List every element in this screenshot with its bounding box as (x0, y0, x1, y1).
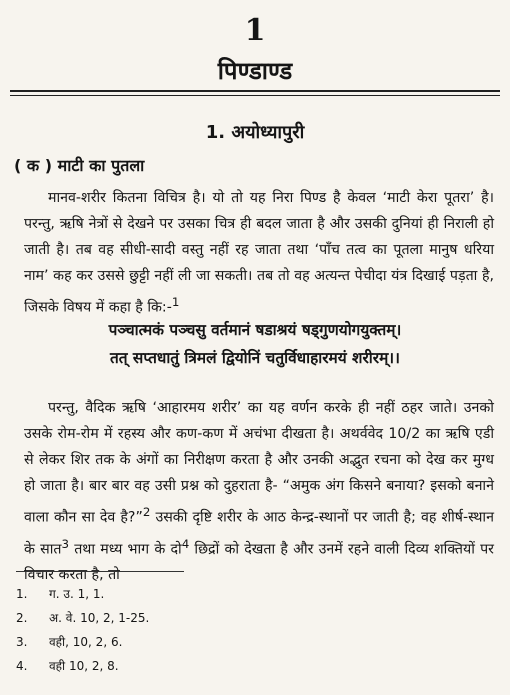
footnote-number: 3. (16, 635, 28, 649)
footnote-marker-3: 3 (61, 536, 69, 551)
footnote-text: वही, 10, 2, 6. (49, 635, 123, 649)
footnote-marker-2: 2 (142, 505, 151, 519)
footnote-number: 2. (16, 611, 28, 625)
footnote-item (16, 630, 149, 654)
paragraph-1-text: मानव-शरीर कितना विचित्र है। यो तो यह निरा पिण्ड है केवल ‘माटी केरा पूतरा’ है। परन्तु, ऋषि नेत्रों से देखने पर उसका चित्र ही बदल जाता है और उसकी दुनियां ही निराली हो जाती है। तब वह सीधी-सादी वस्तु नहीं रह जाता तथा ‘पाँच तत्व का पूतला मानुष धरिया नाम’ कह कर उससे छुट्टी नहीं ली जा सकती। तब तो वह अत्यन्त पेचीदा यंत्र दिखाई पड़ता है, जिसके विषय में कहा है कि:- (24, 190, 494, 316)
paragraph-1 (24, 185, 494, 321)
verse-line-2: तत् सप्तधातुं त्रिमलं द्वियोनिं चतुर्विधाहारमयं शरीरम्।। (110, 349, 400, 367)
footnotes-list (16, 582, 149, 678)
footnote-text: अ. वे. 10, 2, 1-25. (49, 611, 150, 625)
chapter-number: 1 (244, 13, 266, 48)
paragraph-2: परन्तु, वैदिक ऋषि ‘आहारमय शरीर’ का यह वर्णन करके ही नहीं ठहर जाते। उनको उसके रोम-रोम में रहस्य और कण-कण में अचंभा दीखता है। अथर्ववेद 10/2 का ऋषि एडी से लेकर शिर तक के अंगों का निरीक्षण करता है और उनकी अद्भुत रचना को देख कर मुग्ध हो जाता है। बार बार वह उसी प्रश्न को दुहराता है- “अमुक अंग किसने बनाया? इसको बनाने वाला कौन सा देव है?”$^2$ उसकी दृष्टि शरीर के आठ केन्द्र-स्थानों पर जाती है; वह शीर्ष-स्थान के सात$^3$ तथा मध्य भाग के दो$^4$ छिद्रों को देखता है और उनमें रहने वाली दिव्य शक्तियों पर विचार करता है, तो (24, 400, 494, 584)
verse-line-1: पञ्चात्मकं पञ्चसु वर्तमानं षडाश्रयं षड्गुणयोगयुक्तम्। (108, 321, 402, 339)
footnote-separator (16, 571, 184, 572)
footnote-number: 4. (16, 659, 28, 673)
footnote-item (16, 582, 149, 606)
footnote-marker-4: 4 (181, 536, 190, 551)
footnote-marker-1: 1 (171, 295, 180, 309)
header-rule-thick (10, 90, 500, 92)
section-heading: 1. अयोध्यापुरी (205, 122, 305, 143)
footnote-number: 1. (16, 587, 28, 601)
subsection-heading: ( क ) माटी का पुतला (14, 156, 145, 175)
footnote-text: ग. उ. 1, 1. (49, 587, 105, 601)
footnote-text: वही 10, 2, 8. (49, 659, 119, 673)
footnote-item (16, 606, 149, 630)
chapter-title: पिण्डाण्ड (217, 57, 293, 85)
header-rule-thin (10, 95, 500, 96)
footnote-item (16, 654, 149, 678)
